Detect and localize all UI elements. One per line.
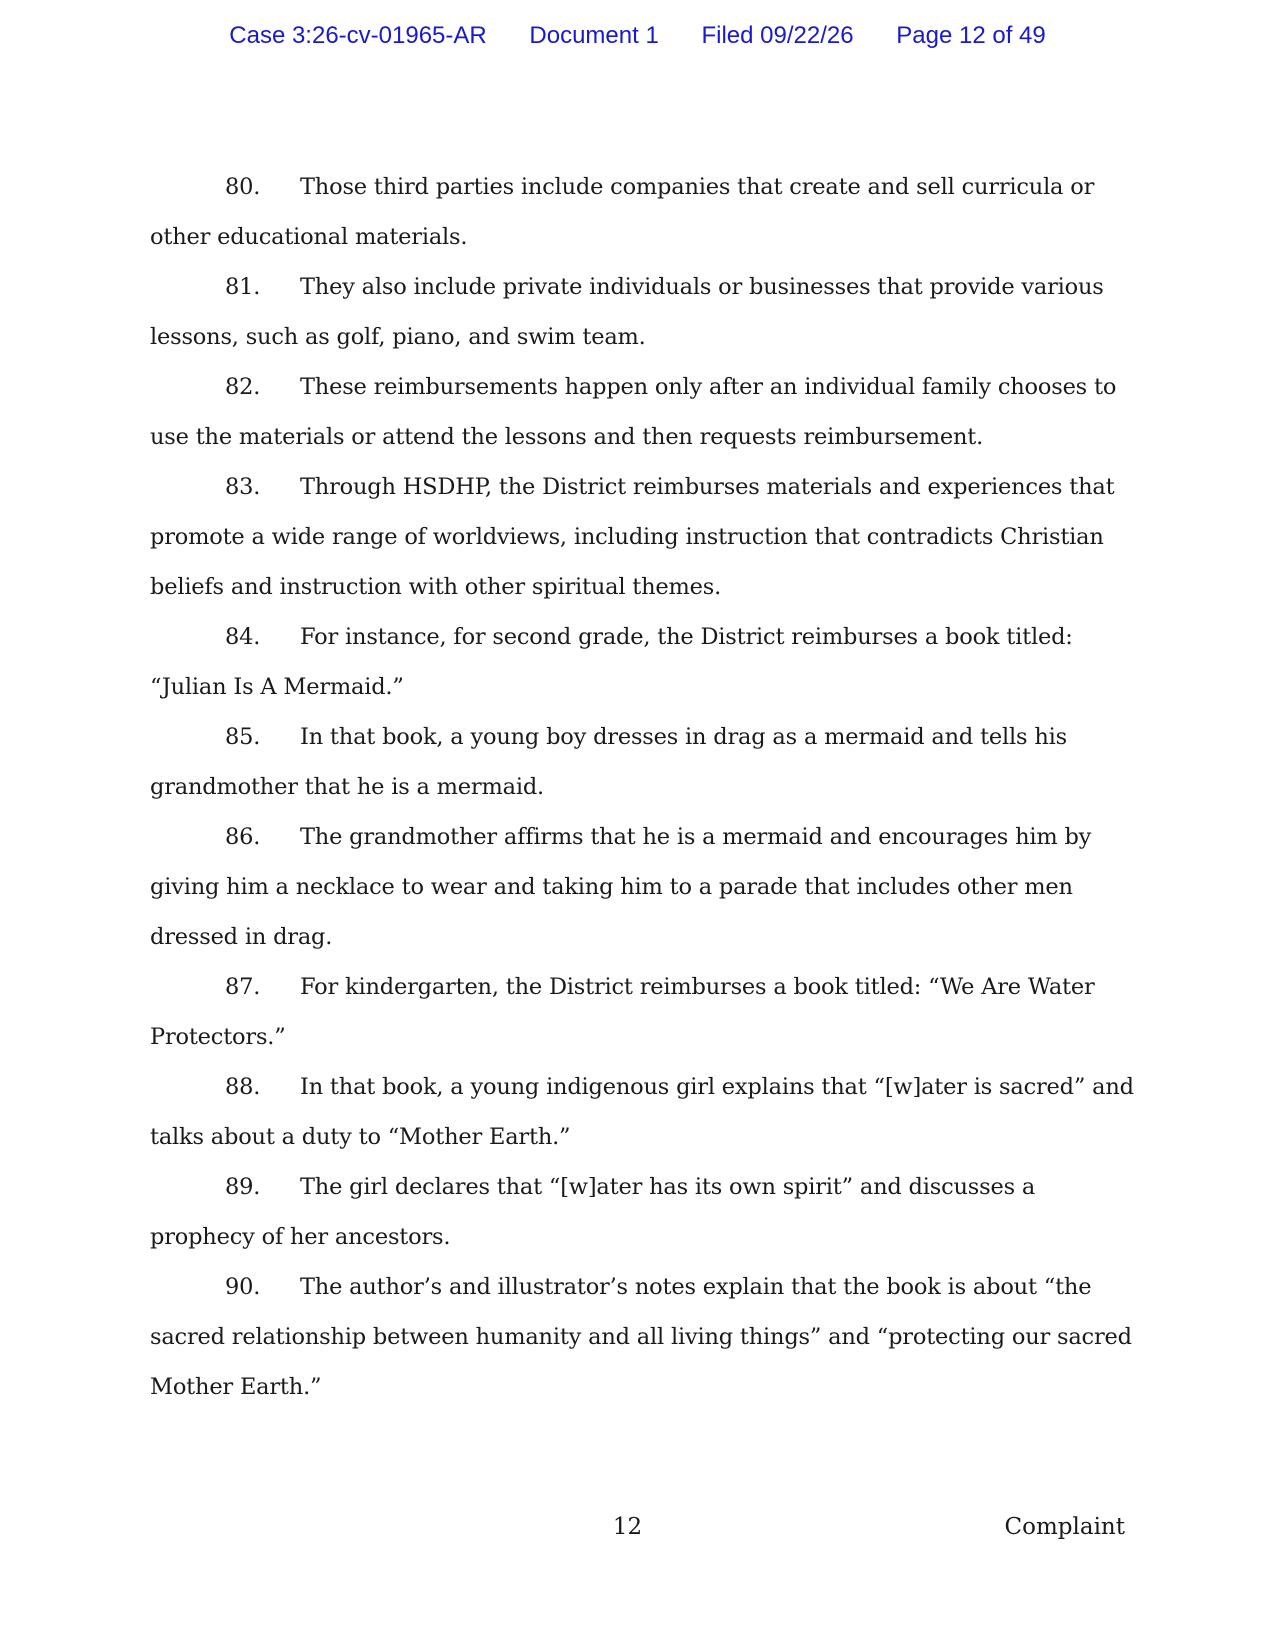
paragraph: [150, 1262, 1135, 1412]
paragraph-text: For kindergarten, the District reimburses a book titled: “We Are Water Protectors.”: [150, 974, 1095, 1050]
paragraph-text: In that book, a young indigenous girl explains that “[w]ater is sacred” and talks about a duty to “Mother Earth.”: [150, 1074, 1134, 1150]
paragraph-text: Those third parties include companies that create and sell curricula or other educational materials.: [150, 174, 1095, 250]
paragraph-text: In that book, a young boy dresses in drag as a mermaid and tells his grandmother that he is a mermaid.: [150, 724, 1067, 800]
paragraph: [150, 1162, 1135, 1262]
paragraph: [150, 462, 1135, 612]
case-number: Case 3:26-cv-01965-AR: [229, 22, 487, 49]
ecf-header: [0, 22, 1275, 50]
paragraph-text: Through HSDHP, the District reimburses materials and experiences that promote a wide range of worldviews, including instruction that contradicts Christian beliefs and instruction with other spiritual themes.: [150, 474, 1115, 600]
paragraph: [150, 262, 1135, 362]
paragraph-text: The grandmother affirms that he is a mermaid and encourages him by giving him a necklace to wear and taking him to a parade that includes other men dressed in drag.: [150, 824, 1092, 950]
paragraph-number: 89.: [225, 1174, 261, 1200]
paragraph-number: 80.: [225, 174, 261, 200]
footer-document-title: Complaint: [1004, 1514, 1125, 1540]
paragraph-number: 81.: [225, 274, 261, 300]
paragraph-text: The girl declares that “[w]ater has its own spirit” and discusses a prophecy of her ancestors.: [150, 1174, 1036, 1250]
paragraph-text: These reimbursements happen only after an individual family chooses to use the materials or attend the lessons and then requests reimbursement.: [150, 374, 1117, 450]
page-count: Page 12 of 49: [896, 22, 1046, 49]
paragraph: [150, 812, 1135, 962]
paragraph-text: For instance, for second grade, the District reimburses a book titled: “Julian Is A Mermaid.”: [150, 624, 1073, 700]
paragraph-number: 82.: [225, 374, 261, 400]
paragraph-number: 85.: [225, 724, 261, 750]
paragraph-number: 90.: [225, 1274, 261, 1300]
paragraph-text: The author’s and illustrator’s notes explain that the book is about “the sacred relationship between humanity and all living things” and “protecting our sacred Mother Earth.”: [150, 1274, 1132, 1400]
paragraph: [150, 1062, 1135, 1162]
paragraph-number: 88.: [225, 1074, 261, 1100]
document-body: [150, 162, 1135, 1412]
paragraph-number: 86.: [225, 824, 261, 850]
paragraph: [150, 962, 1135, 1062]
document-number: Document 1: [529, 22, 659, 49]
paragraph-number: 87.: [225, 974, 261, 1000]
paragraph: [150, 712, 1135, 812]
paragraph-number: 83.: [225, 474, 261, 500]
paragraph-number: 84.: [225, 624, 261, 650]
paragraph: [150, 612, 1135, 712]
filed-date: Filed 09/22/26: [701, 22, 854, 49]
paragraph: [150, 362, 1135, 462]
paragraph: [150, 162, 1135, 262]
footer-page-number: 12: [612, 1514, 643, 1540]
paragraph-text: They also include private individuals or businesses that provide various lessons, such as golf, piano, and swim team.: [150, 274, 1104, 350]
